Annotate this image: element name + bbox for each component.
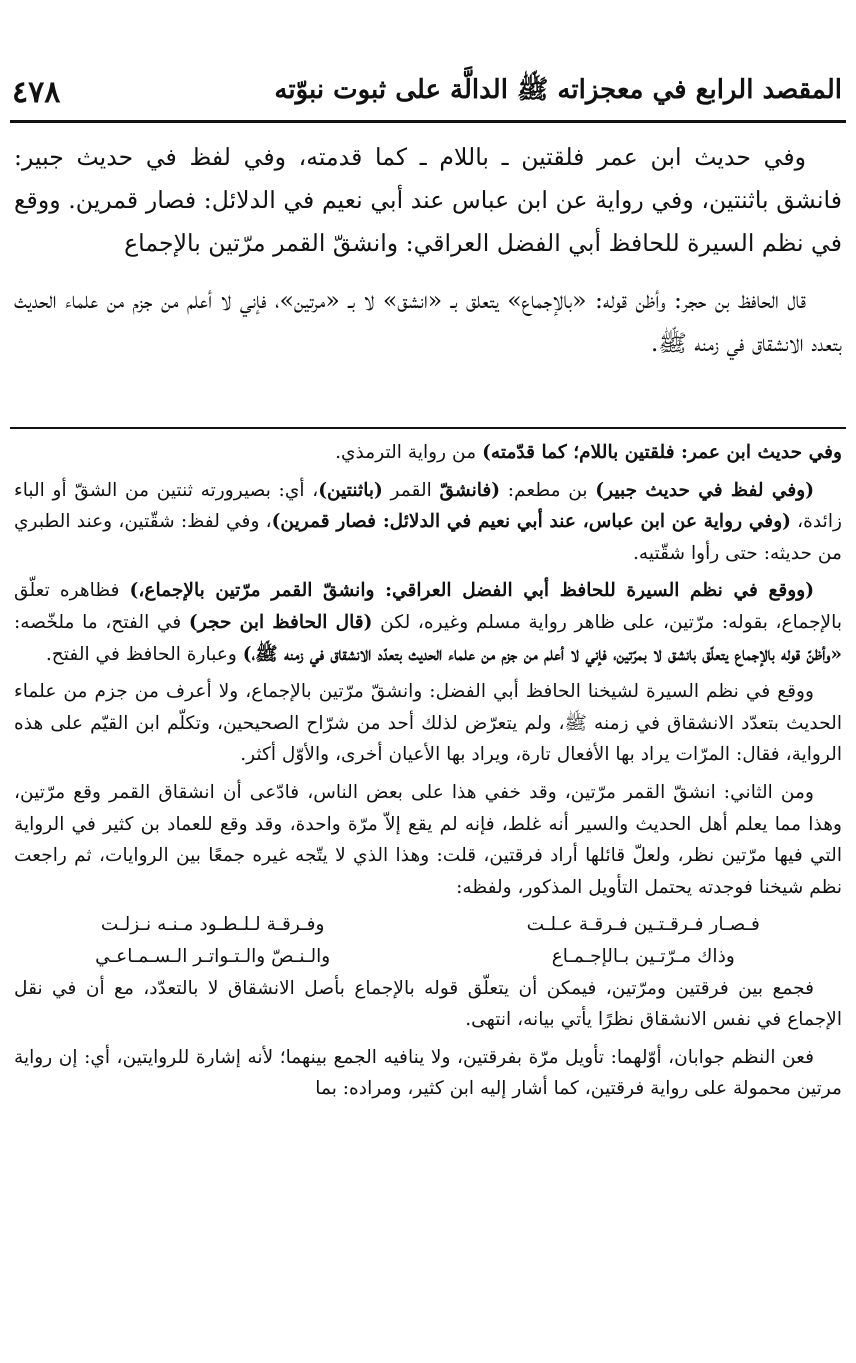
quoted-text: (قال الحافظ ابن حجر) [188, 611, 373, 633]
commentary-text: وعبارة الحافظ في الفتح. [45, 643, 243, 665]
main-text-paragraph: قال الحافظ بن حجر: وأظن قوله: «بالإجماع» يتعلق بـ «انشق» لا بـ «مرتين»، فإني لا أعلم من جزم من علماء الحديث بتعدد الانشقاق في زمنه ﷺ. [14, 286, 842, 357]
header-rule [10, 120, 846, 123]
quoted-text: (باثنتين) [318, 479, 383, 501]
commentary-paragraph [14, 475, 842, 570]
commentary-paragraph [14, 437, 842, 469]
poem-verse [14, 909, 842, 941]
verse-hemistich: وذاك مـرّتـين بـالإجـمـاع [551, 945, 735, 967]
quoted-text: وفي حديث ابن عمر: فلقتين باللام؛ كما قدّمته) [482, 442, 842, 463]
page-header [12, 74, 842, 110]
commentary-text: في الفتح، ما ملخّصه: [14, 611, 189, 633]
quoted-text: «وأظنّ قوله بالإجماع يتعلّق بانشق لا بمرّتين، فإني لا أعلم من جزم من علماء الحديث بتعدّد الانشقاق في زمنه ﷺ،) [242, 643, 842, 665]
main-text [14, 136, 842, 371]
commentary-text: ، وفي لفظ: شقّتين، وعند الطبري من حديثه: حتى رأوا شقّتيه. [14, 511, 842, 564]
quoted-text: (وفي لفظ في حديث جبير) [595, 479, 815, 501]
commentary [14, 437, 842, 1111]
commentary-paragraph [14, 575, 842, 670]
commentary-paragraph: ووقع في نظم السيرة لشيخنا الحافظ أبي الفضل: وانشقّ مرّتين بالإجماع، ولا أعرف من جزم من علماء الحديث بتعدّد الانشقاق في زمنه ﷺ، ولم يتعرّض لذلك أحد من شرّاح الصحيحين، وتكلّم ابن القيّم على هذه الرواية، فقال: المرّات يراد بها الأفعال تارة، ويراد بها الأعيان أخرى، والأوّل أكثر. [14, 681, 842, 766]
commentary-separator [10, 427, 846, 429]
quoted-text: (فانشقّ [439, 479, 501, 501]
commentary-paragraph: ومن الثاني: انشقّ القمر مرّتين، وقد خفي هذا على بعض الناس، فادّعى أن انشقاق القمر وقع مرّتين، وهذا مما يعلم أهل الحديث والسير أنه غلط، فإنه لم يقع إلاّ مرّة واحدة، وقد وقع للعماد بن كثير في الرواية التي فيها مرّتين نظر، ولعلّ قائلها أراد فرقتين، قلت: وهذا الذي لا يتّجه غيره جمعًا بين الروايات، ثم راجعت نظم شيخنا فوجدته يحتمل التأويل المذكور، ولفظه: [14, 781, 842, 898]
poem-verse [14, 941, 842, 973]
page-number: ٤٧٨ [12, 74, 61, 110]
quoted-text: (ووقع في نظم السيرة للحافظ أبي الفضل العراقي: وانشقّ القمر مرّتين بالإجماع،) [129, 580, 814, 602]
verse-hemistich: والـنـصّ والـتـواتـر الـسـمـاعـي [95, 945, 331, 967]
commentary-paragraph: فعن النظم جوابان، أوّلهما: تأويل مرّة بفرقتين، ولا ينافيه الجمع بينهما؛ لأنه إشارة للروايتين، أي: إن رواية مرتين محمولة على رواية فرقتين، كما أشار إليه ابن كثير، ومراده: بما [14, 1046, 842, 1100]
commentary-paragraph: فجمع بين فرقتين ومرّتين، فيمكن أن يتعلّق قوله بالإجماع بأصل الانشقاق لا بالتعدّد، مع أن في نقل الإجماع في نفس الانشقاق نظرًا يأتي بيانه، انتهى. [14, 977, 842, 1031]
running-title: المقصد الرابع في معجزاته ﷺ الدالَّة على ثبوت نبوّته [274, 75, 842, 105]
commentary-text: من رواية الترمذي. [335, 442, 483, 463]
commentary-text: بن مطعم: [500, 479, 596, 501]
verse-hemistich: فـصـار فـرقـتـين فـرقـة عـلـت [526, 914, 760, 936]
quoted-text: (وفي رواية عن ابن عباس، عند أبي نعيم في الدلائل: فصار قمرين) [271, 511, 791, 533]
commentary-text: ، أي: بصيرورته ثنتين من الشقّ أو الباء زائدة، [14, 479, 842, 533]
commentary-text: القمر [382, 479, 440, 501]
verse-hemistich: وفـرقـة لـلـطـود مـنـه نـزلـت [100, 914, 325, 936]
commentary-text: فظاهره تعلّق بالإجماع، بقوله: مرّتين، على ظاهر رواية مسلم وغيره، لكن [14, 580, 843, 633]
main-text-paragraph: وفي حديث ابن عمر فلقتين ـ باللام ـ كما قدمته، وفي لفظ في حديث جبير: فانشق باثنتين، وفي رواية عن ابن عباس عند أبي نعيم في الدلائل: فصار قمرين. ووقع في نظم السيرة للحافظ أبي الفضل العراقي: وانشقّ القمر مرّتين بالإجماع [14, 143, 842, 257]
